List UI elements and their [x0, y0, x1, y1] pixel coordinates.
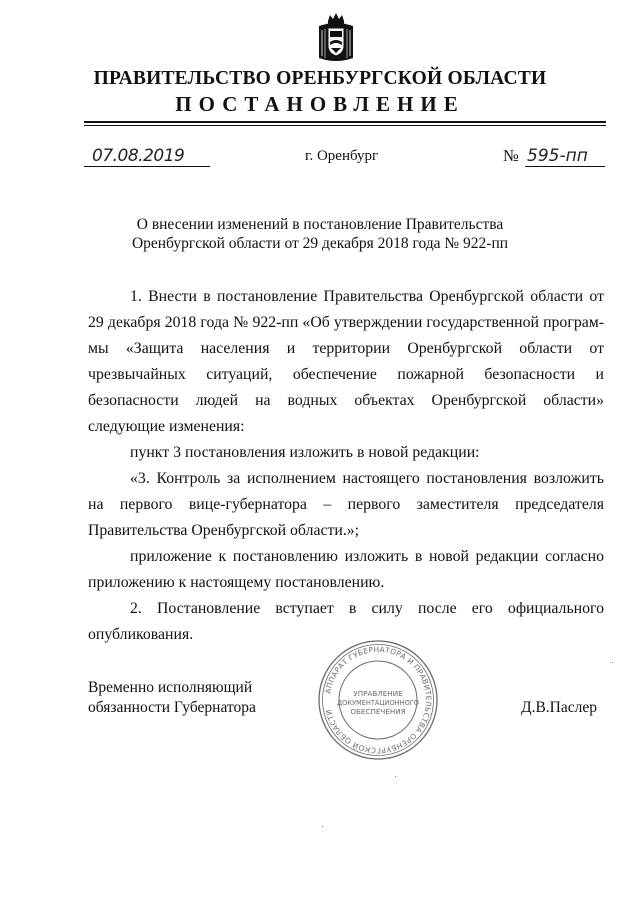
- city: г. Оренбург: [305, 148, 379, 164]
- scan-speck: [612, 662, 613, 663]
- date-value: 07.08.2019: [92, 146, 185, 166]
- scan-speck: [395, 776, 396, 777]
- body-paragraph: 2. Постановление вступает в силу после его официального опубликования.: [88, 600, 604, 643]
- header-rule-thin: [84, 125, 606, 126]
- document-body: [88, 284, 604, 648]
- stamp-outer-text: АППАРАТ ГУБЕРНАТОРА И ПРАВИТЕЛЬСТВА ОРЕНБУРГСКОЙ ОБЛАСТИ: [323, 644, 434, 756]
- document-subject: [0, 215, 640, 253]
- document-type: ПОСТАНОВЛЕНИЕ: [175, 92, 465, 116]
- body-paragraph: пункт 3 постановления изложить в новой редакции:: [130, 444, 480, 461]
- signatory-title-line: обязанности Губернатора: [88, 699, 256, 716]
- body-paragraph: «3. Контроль за исполнением настоящего постановления возложить на первого вице-губернатора – первого заместителя председателя Правительства Оренбургской области.»;: [88, 470, 604, 539]
- body-paragraph: 1. Внести в постановление Правительства Оренбургской области от 29 декабря 2018 года № 922-пп «Об утверждении государственной программы «Защита населения и территории Оренбургской области от чрезвычайных ситуаций, обеспечение пожарной безопасности и безопасности людей на водных объектах Оренбургской области» следующие изменения:: [88, 288, 604, 435]
- body-paragraph: приложение к постановлению изложить в новой редакции согласно приложению к настоящему постановлению.: [88, 548, 604, 591]
- stamp-center-line: УПРАВЛЕНИЕ: [353, 689, 403, 698]
- stamp-center-line: ДОКУМЕНТАЦИОННОГО: [337, 699, 419, 707]
- signatory-name: Д.В.Паслер: [521, 699, 597, 716]
- signatory-title-line: Временно исполняющий: [88, 679, 253, 696]
- official-stamp: [316, 638, 440, 762]
- scan-speck: [322, 826, 323, 827]
- coat-of-arms-icon: [316, 12, 356, 64]
- subject-line: О внесении изменений в постановление Правительства: [136, 216, 504, 233]
- header-rule: [84, 121, 606, 123]
- number-value: 595-пп: [527, 146, 588, 166]
- signatory-title: [88, 678, 256, 718]
- number-label: №: [503, 146, 519, 165]
- subject-line: Оренбургской области от 29 декабря 2018 года № 922-пп: [131, 235, 509, 252]
- number-field: [525, 146, 605, 167]
- organization-title: ПРАВИТЕЛЬСТВО ОРЕНБУРГСКОЙ ОБЛАСТИ: [93, 68, 547, 89]
- stamp-center-line: ОБЕСПЕЧЕНИЯ: [350, 707, 406, 716]
- date-field: [84, 146, 210, 167]
